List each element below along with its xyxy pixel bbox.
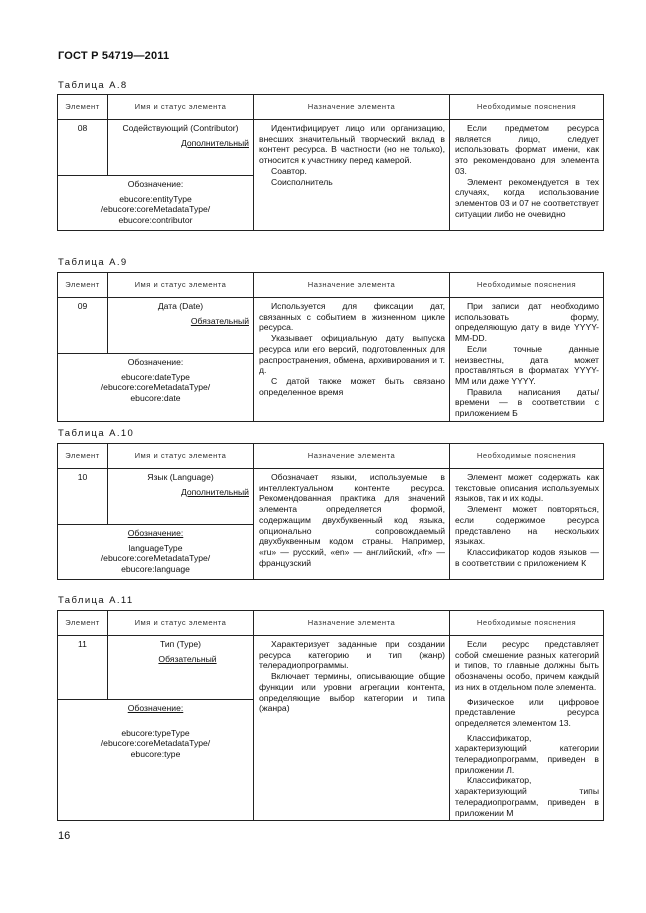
notes-text: Элемент может повторяться, если содержимое ресурса представлено на нескольких языках.	[455, 504, 599, 547]
purpose-text: Характеризует заданные при создании ресурса категорию и тип (жанр) телерадиопрограммы.	[259, 639, 445, 671]
document-header: ГОСТ Р 54719—2011	[58, 50, 170, 62]
purpose-text: Идентифицирует лицо или организацию, внесших значительный творческий вклад в контент ресурса. В частности (но не только), относится к участнику перед камерой.	[259, 123, 445, 166]
notes-text: Если предметом ресурса является лицо, следует использовать формат имени, как это рекомендовано для элемента 03.	[455, 123, 599, 176]
element-number: 09	[58, 298, 108, 354]
element-name: Язык (Language)	[147, 472, 214, 482]
table-header-row	[58, 95, 604, 120]
table-a9-caption: Таблица А.9	[58, 257, 128, 268]
designation-label: Обозначение:	[127, 357, 184, 367]
element-status: Обязательный	[190, 315, 249, 326]
purpose-text: С датой также может быть связано определенное время	[259, 375, 445, 397]
notes-text: Классификатор кодов языков — в соответствии с приложением К	[455, 546, 599, 568]
notes-cell	[450, 298, 604, 422]
table-a9	[57, 272, 604, 422]
table-a10	[57, 443, 604, 580]
col-purpose: Назначение элемента	[254, 444, 450, 469]
table-row	[58, 120, 604, 176]
col-purpose: Назначение элемента	[254, 273, 450, 298]
designation-line: ebucore:dateType	[121, 371, 190, 382]
element-name: Тип (Type)	[159, 639, 202, 649]
purpose-cell	[254, 120, 450, 231]
designation-line: ebucore:date	[130, 393, 181, 404]
element-status: Дополнительный	[180, 486, 249, 497]
col-notes: Необходимые пояснения	[450, 273, 604, 298]
notes-text: Если точные данные неизвестны, дата может проставляться в форматах YYYY-MM или даже YYYY.	[455, 343, 599, 386]
notes-text: Элемент рекомендуется в тех случаях, когда использование элементов 03 и 07 не соответствует ситуации либо не очевидно	[455, 176, 599, 219]
purpose-text: Указывает официальную дату выпуска ресурса или его версий, подготовленных для распространения, обмена, архивирования и т. д.	[259, 333, 445, 376]
notes-text: При записи дат необходимо использовать форму, определяющую дату в виде YYYY-MM-DD.	[455, 301, 599, 344]
designation-line: ebucore:contributor	[118, 215, 193, 226]
purpose-cell	[254, 636, 450, 821]
element-status: Обязательный	[158, 653, 217, 664]
name-status-cell	[108, 469, 254, 525]
table-header-row	[58, 273, 604, 298]
col-notes: Необходимые пояснения	[450, 95, 604, 120]
col-name-status: Имя и статус элемента	[108, 95, 254, 120]
purpose-text: Включает термины, описывающие общие функции или уровни агрегации контента, определяющие выбор категории и типа (жанра)	[259, 671, 445, 714]
col-name-status: Имя и статус элемента	[108, 273, 254, 298]
element-number: 10	[58, 469, 108, 525]
table-header-row	[58, 611, 604, 636]
table-header-row	[58, 444, 604, 469]
designation-line: /ebucore:coreMetadataType/	[100, 204, 211, 215]
purpose-text: Используется для фиксации дат, связанных с событием в жизненном цикле ресурса.	[259, 301, 445, 333]
col-element: Элемент	[58, 444, 108, 469]
col-element: Элемент	[58, 611, 108, 636]
table-a8-caption: Таблица А.8	[58, 80, 128, 91]
purpose-cell	[254, 298, 450, 422]
designation-label: Обозначение:	[127, 702, 184, 713]
designation-line: ebucore:type	[130, 748, 181, 759]
designation-line: ebucore:language	[121, 564, 190, 575]
designation-line: /ebucore:coreMetadataType/	[100, 553, 211, 564]
notes-cell	[450, 636, 604, 821]
designation-cell	[58, 525, 254, 580]
purpose-cell	[254, 469, 450, 580]
designation-line: ebucore:entityType	[119, 193, 192, 204]
element-number: 08	[58, 120, 108, 176]
col-purpose: Назначение элемента	[254, 95, 450, 120]
element-status: Дополнительный	[180, 137, 249, 148]
designation-cell	[58, 176, 254, 231]
designation-line: /ebucore:coreMetadataType/	[100, 382, 211, 393]
notes-cell	[450, 469, 604, 580]
name-status-cell	[108, 298, 254, 354]
table-row	[58, 298, 604, 354]
notes-text: Правила написания даты/времени — в соответствии с приложением Б	[455, 386, 599, 419]
col-element: Элемент	[58, 95, 108, 120]
designation-line: ebucore:typeType	[121, 727, 190, 738]
table-row	[58, 636, 604, 700]
name-status-cell	[108, 636, 254, 700]
purpose-text: Соавтор.	[271, 165, 307, 176]
purpose-text: Обозначает языки, используемые в интеллектуальном контенте ресурса. Рекомендованная практика для значений элемента определяется формой, содержащим двухбуквенный код языка, опционально сопровождаемый двухбуквенным кодом страны. Например, «ru» — русский, «en» — английский, «fr» — французский	[259, 472, 445, 568]
designation-cell	[58, 699, 254, 820]
name-status-cell	[108, 120, 254, 176]
purpose-text: Соисполнитель	[271, 176, 333, 187]
designation-line: languageType	[128, 542, 183, 553]
designation-cell	[58, 354, 254, 422]
notes-text: Если ресурс представляет собой смешение разных категорий и типов, то главные должны быть обозначены особо, причем каждый из них в отдельном поле элемента.	[455, 639, 599, 692]
notes-cell	[450, 120, 604, 231]
table-a11	[57, 610, 604, 821]
table-row	[58, 469, 604, 525]
col-purpose: Назначение элемента	[254, 611, 450, 636]
notes-text: Классификатор, характеризующий категории телерадиопрограмм, приведен в приложении Л.	[455, 732, 599, 775]
table-a10-caption: Таблица А.10	[58, 428, 135, 439]
notes-text: Элемент может содержать как текстовые описания используемых языков, так и их коды.	[455, 472, 599, 504]
col-name-status: Имя и статус элемента	[108, 444, 254, 469]
designation-label: Обозначение:	[127, 528, 184, 538]
col-element: Элемент	[58, 273, 108, 298]
table-a11-caption: Таблица А.11	[58, 595, 134, 606]
element-name: Дата (Date)	[157, 301, 204, 311]
notes-text: Физическое или цифровое представление ресурса определяется элементом 13.	[455, 696, 599, 728]
designation-line: /ebucore:coreMetadataType/	[100, 738, 211, 749]
element-name: Содействующий (Contributor)	[122, 123, 239, 133]
page-number: 16	[58, 830, 71, 842]
designation-label: Обозначение:	[127, 179, 184, 189]
table-a8	[57, 94, 604, 231]
col-notes: Необходимые пояснения	[450, 444, 604, 469]
notes-text: Классификатор, характеризующий типы телерадиопрограмм, приведен в приложении М	[455, 775, 599, 818]
col-name-status: Имя и статус элемента	[108, 611, 254, 636]
element-number: 11	[58, 636, 108, 700]
col-notes: Необходимые пояснения	[450, 611, 604, 636]
